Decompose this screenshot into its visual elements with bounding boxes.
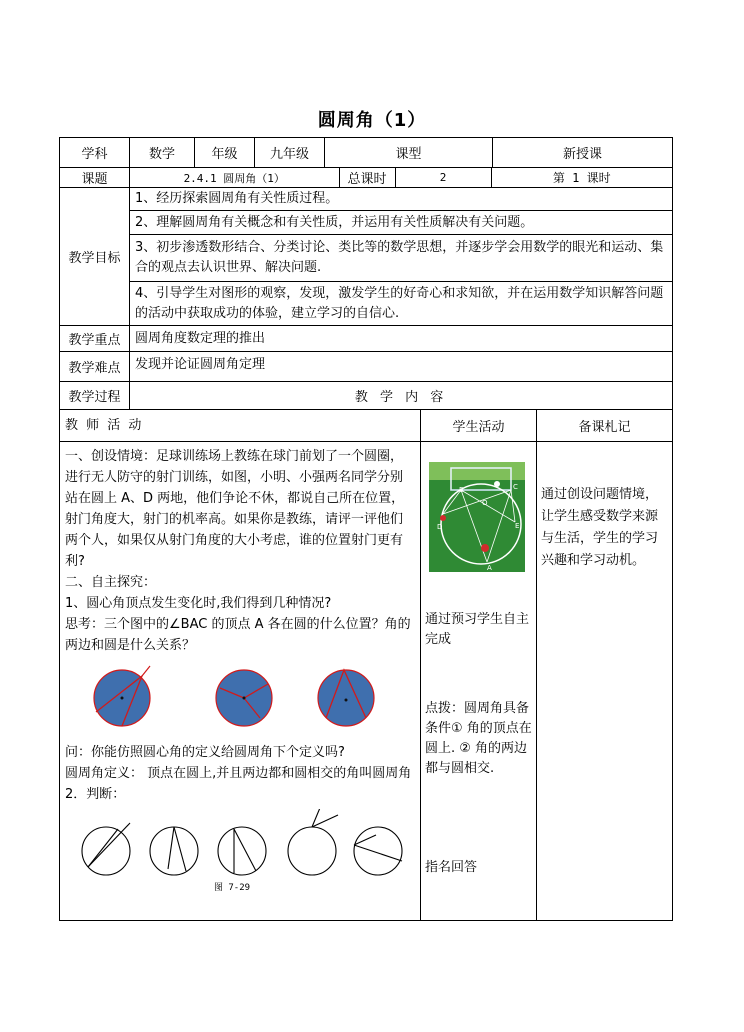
photo-label-c: C bbox=[513, 483, 518, 491]
goal-item: 1、经历探索圆周角有关性质过程。 bbox=[130, 188, 673, 211]
judge-heading: 2．判断： bbox=[65, 787, 126, 802]
definition-question: 问：你能仿照圆心角的定义给圆周角下个定义吗? bbox=[65, 745, 345, 760]
photo-label-o: O bbox=[482, 499, 488, 507]
key-point-label: 教学重点 bbox=[60, 326, 130, 352]
grade-label: 年级 bbox=[195, 138, 255, 168]
student-note-answer: 指名回答 bbox=[425, 860, 478, 875]
topic-label: 课题 bbox=[60, 168, 130, 188]
page-title: 圆周角（1） bbox=[317, 110, 427, 131]
question-1: 1、圆心角顶点发生变化时,我们得到几种情况? bbox=[65, 596, 332, 611]
section-heading: 二、自主探究： bbox=[65, 575, 157, 590]
inscribed-angle-definition: 圆周角定义： 顶点在圆上,并且两边都和圆相交的角叫圆周角 bbox=[65, 766, 412, 781]
difficulty-value: 发现并论证圆周角定理 bbox=[130, 352, 673, 382]
teacher-column-heading: 教 师 活 动 bbox=[60, 410, 421, 442]
teacher-activity-cell bbox=[60, 442, 421, 921]
goal-item: 2、理解圆周角有关概念和有关性质，并运用有关性质解决有关问题。 bbox=[130, 211, 673, 235]
subject-label: 学科 bbox=[60, 138, 130, 168]
grade-value: 九年级 bbox=[255, 138, 325, 168]
photo-label-a: A bbox=[487, 564, 492, 572]
student-activity-cell bbox=[421, 442, 537, 921]
figure-vertex-on-circle bbox=[94, 666, 150, 726]
notes-cell bbox=[537, 442, 673, 921]
process-value: 教 学 内 容 bbox=[130, 382, 673, 410]
photo-label-b: B bbox=[459, 486, 464, 494]
key-point-value: 圆周角度数定理的推出 bbox=[130, 326, 673, 352]
period-value: 第 1 课时 bbox=[552, 171, 611, 185]
type-value: 新授课 bbox=[493, 138, 673, 168]
total-periods-value: 2 bbox=[395, 168, 491, 187]
figure-vertex-at-center bbox=[216, 670, 272, 726]
lesson-plan-table bbox=[59, 137, 673, 921]
student-note-preview: 通过预习学生自主完成 bbox=[425, 612, 530, 647]
total-periods-label: 总课时 bbox=[339, 168, 395, 187]
think-prompt: 思考：三个图中的∠BAC 的顶点 A 各在圆的什么位置？角的两边和圆是什么关系？ bbox=[65, 617, 411, 653]
goals-label: 教学目标 bbox=[60, 188, 130, 326]
process-label: 教学过程 bbox=[60, 382, 130, 410]
photo-label-e: E bbox=[515, 522, 520, 530]
photo-label-d: D bbox=[437, 523, 443, 531]
student-note-hint: 点拨：圆周角具备条件① 角的顶点在圆上. ② 角的两边都与圆相交. bbox=[425, 701, 532, 776]
notes-text: 通过创设问题情境，让学生感受数学来源与生活，学生的学习兴趣和学习动机。 bbox=[541, 487, 659, 568]
judgement-figures bbox=[60, 809, 421, 883]
difficulty-label: 教学难点 bbox=[60, 352, 130, 382]
goal-item: 3、初步渗透数形结合、分类讨论、类比等的数学思想，并逐步学会用数学的眼光和运动、集合的观点去认识世界、解决问题. bbox=[130, 235, 673, 282]
notes-column-heading: 备课札记 bbox=[537, 410, 673, 442]
figure-vertex-inside-circle bbox=[318, 670, 374, 726]
soccer-field-photo bbox=[429, 462, 525, 572]
subject-value: 数学 bbox=[130, 138, 195, 168]
student-column-heading: 学生活动 bbox=[421, 410, 537, 442]
type-label: 课型 bbox=[325, 138, 493, 168]
angle-position-figures bbox=[60, 660, 421, 740]
figure-caption: 图 7-29 bbox=[213, 883, 251, 893]
situation-paragraph: 一、创设情境：足球训练场上教练在球门前划了一个圆圈，进行无人防守的射门训练，如图，小明、小强两名同学分别站在圆上 A、D 两地，他们争论不休，都说自己所在位置，射门角度大，射门的机率高。如果你是教练，请评一评他们两个人，如果仅从射门角度的大小考虑，谁的位置射门更有利? bbox=[65, 449, 405, 569]
topic-value: 2.4.1 圆周角（1） bbox=[130, 168, 339, 187]
goal-item: 4、引导学生对图形的观察，发现，激发学生的好奇心和求知欲，并在运用数学知识解答问题的活动中获取成功的体验，建立学习的自信心. bbox=[130, 282, 673, 326]
